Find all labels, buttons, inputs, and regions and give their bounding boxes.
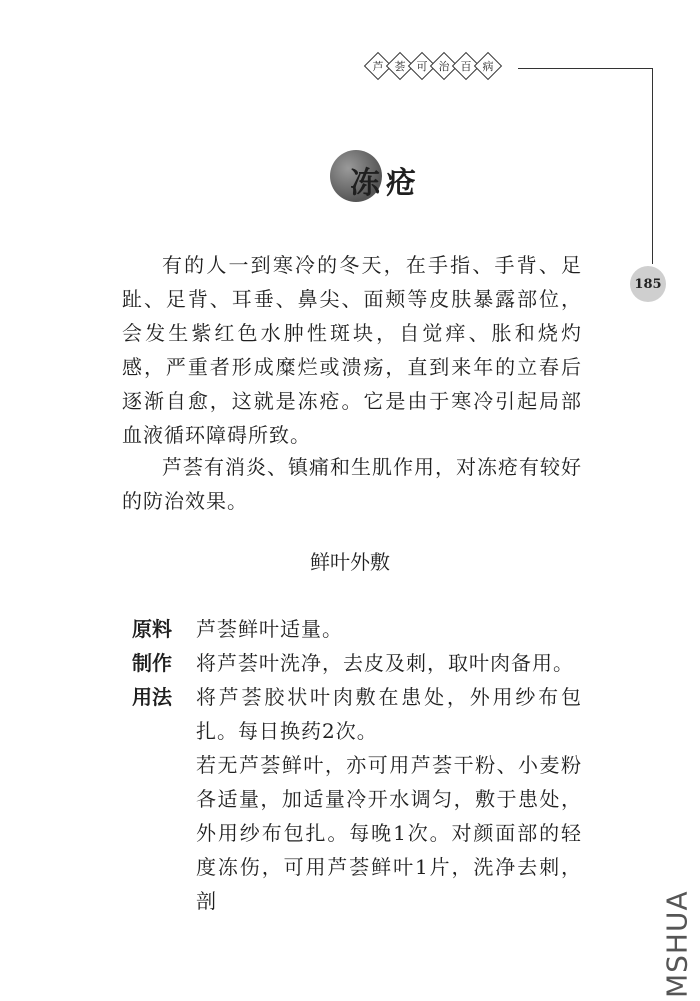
header-char: 可 bbox=[408, 52, 436, 80]
item-label: 原料 bbox=[132, 617, 172, 641]
margin-rule bbox=[652, 68, 653, 264]
item-label: 制作 bbox=[132, 651, 172, 675]
chapter-title bbox=[330, 150, 490, 202]
header-rule bbox=[518, 68, 653, 69]
item-value: 芦荟鲜叶适量。 bbox=[196, 617, 343, 641]
item-label: 用法 bbox=[132, 685, 172, 709]
chapter-title-text: 冻疮 bbox=[350, 166, 422, 201]
page-number: 185 bbox=[630, 266, 666, 302]
header-char: 治 bbox=[430, 52, 458, 80]
usage-continuation: 若无芦荟鲜叶，亦可用芦荟干粉、小麦粉各适量，加适量冷开水调匀，敷于患处，外用纱布包扎。每晚1次。对颜面部的轻度冻伤，可用芦荟鲜叶1片，洗净去刺，剖 bbox=[196, 753, 582, 913]
item-value: 将芦荟叶洗净，去皮及刺，取叶肉备用。 bbox=[196, 651, 574, 675]
header-char: 芦 bbox=[364, 52, 392, 80]
item-value: 将芦荟胶状叶肉敷在患处，外用纱布包扎。每日换药2次。 bbox=[196, 685, 582, 743]
running-header bbox=[368, 56, 518, 76]
header-char: 百 bbox=[452, 52, 480, 80]
header-title bbox=[368, 56, 518, 76]
section-title: 鲜叶外敷 bbox=[310, 550, 390, 574]
paragraph: 有的人一到寒冷的冬天，在手指、手背、足趾、足背、耳垂、鼻尖、面颊等皮肤暴露部位，会发生紫红色水肿性斑块，自觉痒、胀和烧灼感，严重者形成糜烂或溃疡，直到来年的立春后逐渐自愈，这就是冻疮。它是由于寒冷引起局部血液循环障碍所致。 bbox=[122, 253, 582, 447]
watermark: MSHUA bbox=[660, 890, 694, 998]
header-char: 病 bbox=[474, 52, 502, 80]
header-char: 荟 bbox=[386, 52, 414, 80]
paragraph: 芦荟有消炎、镇痛和生肌作用，对冻疮有较好的防治效果。 bbox=[122, 455, 582, 513]
